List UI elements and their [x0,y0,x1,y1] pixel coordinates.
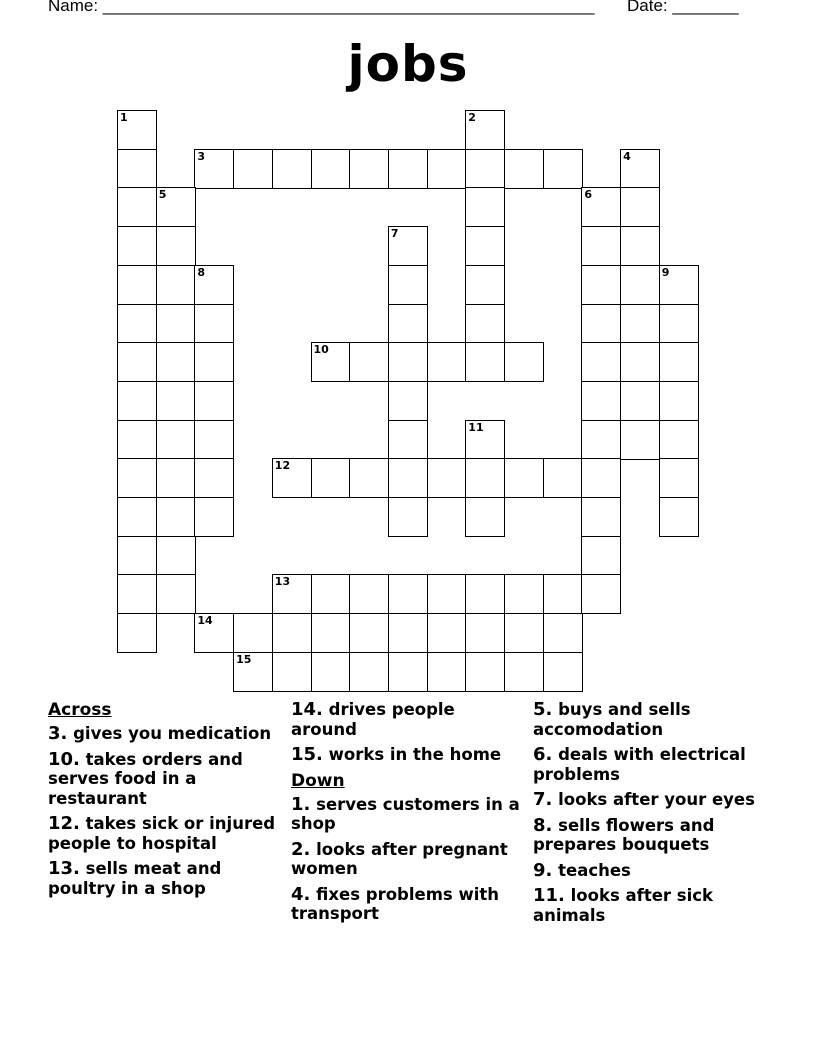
page-title: jobs [347,35,469,93]
grid-cell[interactable] [117,342,157,382]
cell-number: 10 [313,343,329,357]
grid-cell[interactable] [543,574,583,614]
grid-cell[interactable] [427,149,467,189]
grid-cell[interactable] [581,381,621,421]
grid-cell[interactable] [311,574,351,614]
grid-cell[interactable] [388,149,428,189]
grid-cell[interactable] [427,613,467,653]
clue-column-2 [291,700,523,930]
clue-number: 6. [533,744,553,765]
cell-number: 3 [197,149,206,163]
grid-cell[interactable] [581,265,621,305]
grid-cell[interactable] [349,458,389,498]
clue-text: teaches [558,860,631,880]
clue-text: sells flowers and prepares bouquets [533,815,715,854]
cell-number: 1 [120,111,128,124]
grid-cell[interactable] [388,226,428,266]
cell-number: 14 [197,614,213,628]
grid-cell[interactable] [388,342,428,382]
grid-cell[interactable] [272,613,312,653]
grid-cell[interactable] [427,652,467,692]
grid-cell[interactable] [349,613,389,653]
grid-cell[interactable] [504,458,544,498]
grid-cell[interactable] [504,652,544,692]
clue-number: 4. [291,883,311,905]
grid-cell[interactable] [659,381,699,421]
grid-cell[interactable] [156,381,196,421]
grid-cell[interactable] [117,304,157,344]
grid-cell[interactable] [194,613,234,653]
grid-cell[interactable] [427,574,467,614]
grid-cell[interactable] [465,226,505,266]
grid-cell[interactable] [272,652,312,692]
grid-cell[interactable] [543,652,583,692]
grid-cell[interactable] [117,420,157,460]
grid-cell[interactable] [388,420,428,460]
grid-cell[interactable] [388,652,428,692]
clue-number: 3. [48,723,68,744]
clue-text: deals with electrical problems [533,745,746,784]
clue-column-1 [48,700,280,904]
grid-cell[interactable] [272,149,312,189]
grid-cell[interactable] [465,265,505,305]
cell-number: 2 [468,111,476,124]
grid-cell[interactable] [581,536,621,576]
grid-cell[interactable] [504,342,544,382]
grid-cell[interactable] [465,110,505,150]
grid-cell[interactable] [620,265,660,305]
clue-text: serves customers in a shop [291,794,520,833]
grid-cell[interactable] [620,149,660,189]
clue-number: 1. [291,793,311,815]
clue-number: 12. [48,813,80,834]
grid-cell[interactable] [194,458,234,498]
grid-cell[interactable] [581,497,621,537]
grid-cell[interactable] [504,574,544,614]
clue-across-10 [48,750,280,809]
grid-cell[interactable] [156,574,196,614]
clue-number: 9. [533,859,553,881]
grid-cell[interactable] [427,458,467,498]
grid-cell[interactable] [388,458,428,498]
grid-cell[interactable] [465,149,505,189]
grid-cell[interactable] [156,420,196,460]
cell-number: 6 [584,188,593,202]
clue-text: works in the home [328,745,502,764]
grid-cell[interactable] [581,574,621,614]
clue-text: takes orders and serves food in a restaurant [48,749,243,808]
clue-number: 5. [533,699,553,720]
grid-cell[interactable] [194,265,234,305]
grid-cell[interactable] [581,458,621,498]
grid-cell[interactable] [349,652,389,692]
cell-number: 9 [661,265,670,279]
grid-cell[interactable] [117,458,157,498]
grid-cell[interactable] [465,342,505,382]
clue-across-13 [48,859,280,898]
clue-across-12 [48,814,280,853]
grid-cell[interactable] [311,613,351,653]
clue-number: 14. [291,699,323,720]
clue-number: 8. [533,814,553,836]
grid-cell[interactable] [194,342,234,382]
grid-cell[interactable] [349,342,389,382]
grid-cell[interactable] [659,420,699,460]
grid-cell[interactable] [194,381,234,421]
grid-cell[interactable] [117,613,157,653]
clue-down-5 [533,700,765,739]
clue-text: looks after your eyes [558,790,755,809]
grid-cell[interactable] [465,187,505,227]
clue-number: 15. [291,744,323,765]
grid-cell[interactable] [117,536,157,576]
cell-number: 5 [158,188,167,202]
clue-down-6 [533,745,765,784]
grid-cell[interactable] [388,381,428,421]
clue-text: sells meat and poultry in a shop [48,859,222,898]
grid-cell[interactable] [156,187,196,227]
cell-number: 4 [623,149,631,163]
cell-number: 13 [274,575,291,589]
grid-cell[interactable] [504,613,544,653]
clue-number: 13. [48,858,80,879]
grid-cell[interactable] [388,613,428,653]
grid-cell[interactable] [233,613,273,653]
clue-down-7 [533,790,765,810]
grid-cell[interactable] [659,342,699,382]
name-line: Name: ____________________________________________________ [48,0,595,15]
cell-number: 11 [468,420,484,434]
cell-number: 15 [236,652,252,666]
clue-text: looks after pregnant women [291,839,508,878]
grid-cell[interactable] [659,304,699,344]
clue-down-2 [291,840,523,879]
grid-cell[interactable] [311,652,351,692]
grid-cell[interactable] [156,497,196,537]
down-heading: Down [291,770,345,791]
grid-cell[interactable] [581,304,621,344]
clue-text: takes sick or injured people to hospital [48,814,276,853]
clue-across-15 [291,745,523,765]
grid-cell[interactable] [311,342,351,382]
grid-cell[interactable] [233,652,273,692]
grid-cell[interactable] [465,497,505,537]
grid-cell[interactable] [194,304,234,344]
clue-text: gives you medication [73,724,272,743]
cell-number: 8 [197,265,206,279]
grid-cell[interactable] [620,226,660,266]
grid-cell[interactable] [117,226,157,266]
clue-column-3 [533,700,765,931]
grid-cell[interactable] [581,226,621,266]
clue-number: 10. [48,748,80,770]
grid-cell[interactable] [543,613,583,653]
grid-cell[interactable] [388,574,428,614]
clue-across-3 [48,724,280,744]
grid-cell[interactable] [233,149,273,189]
grid-cell[interactable] [620,420,660,460]
grid-cell[interactable] [620,187,660,227]
grid-cell[interactable] [156,304,196,344]
clue-down-4 [291,885,523,924]
grid-cell[interactable] [465,304,505,344]
grid-cell[interactable] [117,574,157,614]
grid-cell[interactable] [504,149,544,189]
clue-down-11 [533,886,765,925]
grid-cell[interactable] [194,420,234,460]
clue-across-14 [291,700,523,739]
grid-cell[interactable] [543,458,583,498]
grid-cell[interactable] [117,497,157,537]
grid-cell[interactable] [465,613,505,653]
grid-cell[interactable] [349,574,389,614]
grid-cell[interactable] [620,304,660,344]
grid-cell[interactable] [581,187,621,227]
grid-cell[interactable] [465,458,505,498]
clue-text: fixes problems with transport [291,884,499,923]
clue-down-1 [291,795,523,834]
date-line: Date: _______ [627,0,739,15]
grid-cell[interactable] [117,187,157,227]
grid-cell[interactable] [117,265,157,305]
grid-cell[interactable] [543,149,583,189]
clue-text: drives people around [291,700,455,739]
clue-text: looks after sick animals [533,886,714,925]
grid-cell[interactable] [659,497,699,537]
clue-down-9 [533,861,765,881]
grid-cell[interactable] [388,497,428,537]
grid-cell[interactable] [117,381,157,421]
grid-cell[interactable] [581,342,621,382]
grid-cell[interactable] [194,149,234,189]
grid-cell[interactable] [620,342,660,382]
clue-text: buys and sells accomodation [533,700,691,739]
grid-cell[interactable] [117,110,157,150]
across-heading: Across [48,700,112,720]
clue-number: 7. [533,789,553,810]
grid-cell[interactable] [388,304,428,344]
grid-cell[interactable] [311,458,351,498]
clue-down-8 [533,816,765,855]
clue-number: 11. [533,885,565,906]
grid-cell[interactable] [194,497,234,537]
grid-cell[interactable] [659,458,699,498]
clue-number: 2. [291,838,311,860]
grid-cell[interactable] [465,652,505,692]
cell-number: 7 [390,227,399,241]
grid-cell[interactable] [156,458,196,498]
grid-cell[interactable] [427,342,467,382]
grid-cell[interactable] [349,149,389,189]
grid-cell[interactable] [156,536,196,576]
grid-cell[interactable] [465,574,505,614]
grid-cell[interactable] [117,149,157,189]
grid-cell[interactable] [272,574,312,614]
grid-cell[interactable] [156,342,196,382]
grid-cell[interactable] [272,458,312,498]
grid-cell[interactable] [156,265,196,305]
grid-cell[interactable] [620,381,660,421]
grid-cell[interactable] [581,420,621,460]
grid-cell[interactable] [659,265,699,305]
cell-number: 12 [274,459,291,473]
grid-cell[interactable] [311,149,351,189]
grid-cell[interactable] [388,265,428,305]
grid-cell[interactable] [465,420,505,460]
grid-cell[interactable] [156,226,196,266]
